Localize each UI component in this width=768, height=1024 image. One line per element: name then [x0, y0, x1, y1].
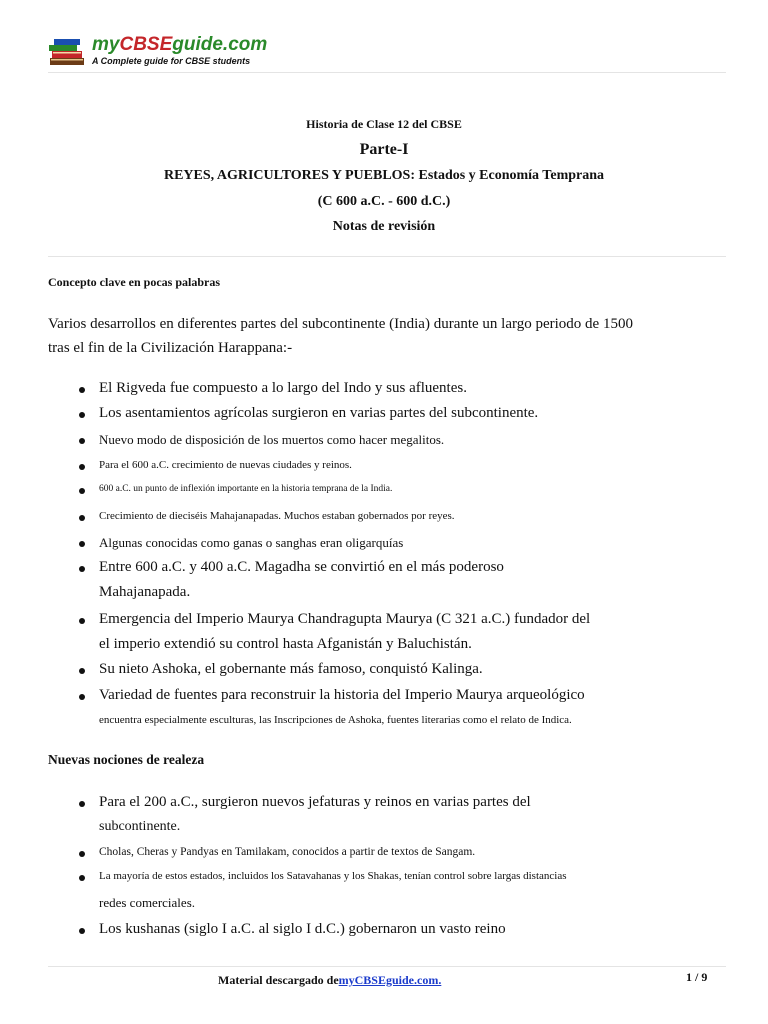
footer-prefix: Material descargado de — [218, 973, 339, 987]
footer-divider — [48, 966, 726, 967]
books-icon — [48, 36, 88, 68]
section-heading-key-concept: Concepto clave en pocas palabras — [48, 275, 220, 289]
chapter-title: REYES, AGRICULTORES Y PUEBLOS: Estados y Economía Temprana — [163, 168, 605, 183]
bullet-icon — [79, 694, 85, 700]
section-heading-kingship: Nuevas nociones de realeza — [48, 752, 205, 767]
bullet-icon — [79, 875, 85, 881]
section-divider — [48, 256, 726, 257]
part-label: Parte-I — [359, 141, 409, 158]
bullet-icon — [79, 438, 85, 444]
bullet-icon — [79, 566, 85, 572]
bullet-icon — [79, 515, 85, 521]
bullet-icon — [79, 618, 85, 624]
footer-note — [218, 973, 501, 988]
bullet-icon — [79, 851, 85, 857]
bullet-icon — [79, 541, 85, 547]
bullet-icon — [79, 928, 85, 934]
bullet-icon — [79, 668, 85, 674]
footer-link[interactable]: myCBSEguide.com. — [338, 973, 442, 987]
intro-line: tras el fin de la Civilización Harappana:- — [48, 340, 293, 356]
logo-tagline: A Complete guide for CBSE students — [92, 56, 251, 66]
bullet-icon — [79, 801, 85, 807]
intro-line: Varios desarrollos en diferentes partes del subcontinente (India) durante un largo periodo de 1500 — [48, 316, 633, 332]
bullet-icon — [79, 412, 85, 418]
notes-subtitle: Notas de revisión — [332, 219, 436, 234]
page-number: 1 / 9 — [686, 970, 708, 984]
course-label: Historia de Clase 12 del CBSE — [306, 117, 462, 131]
logo-brand: myCBSEguide.com — [92, 34, 268, 55]
bullet-icon — [79, 387, 85, 393]
intro-paragraph — [48, 312, 648, 360]
bullet-icon — [79, 488, 85, 494]
chapter-period: (C 600 a.C. - 600 d.C.) — [317, 194, 451, 209]
header-divider — [48, 72, 726, 73]
site-logo[interactable] — [48, 34, 268, 74]
bullet-icon — [79, 464, 85, 470]
